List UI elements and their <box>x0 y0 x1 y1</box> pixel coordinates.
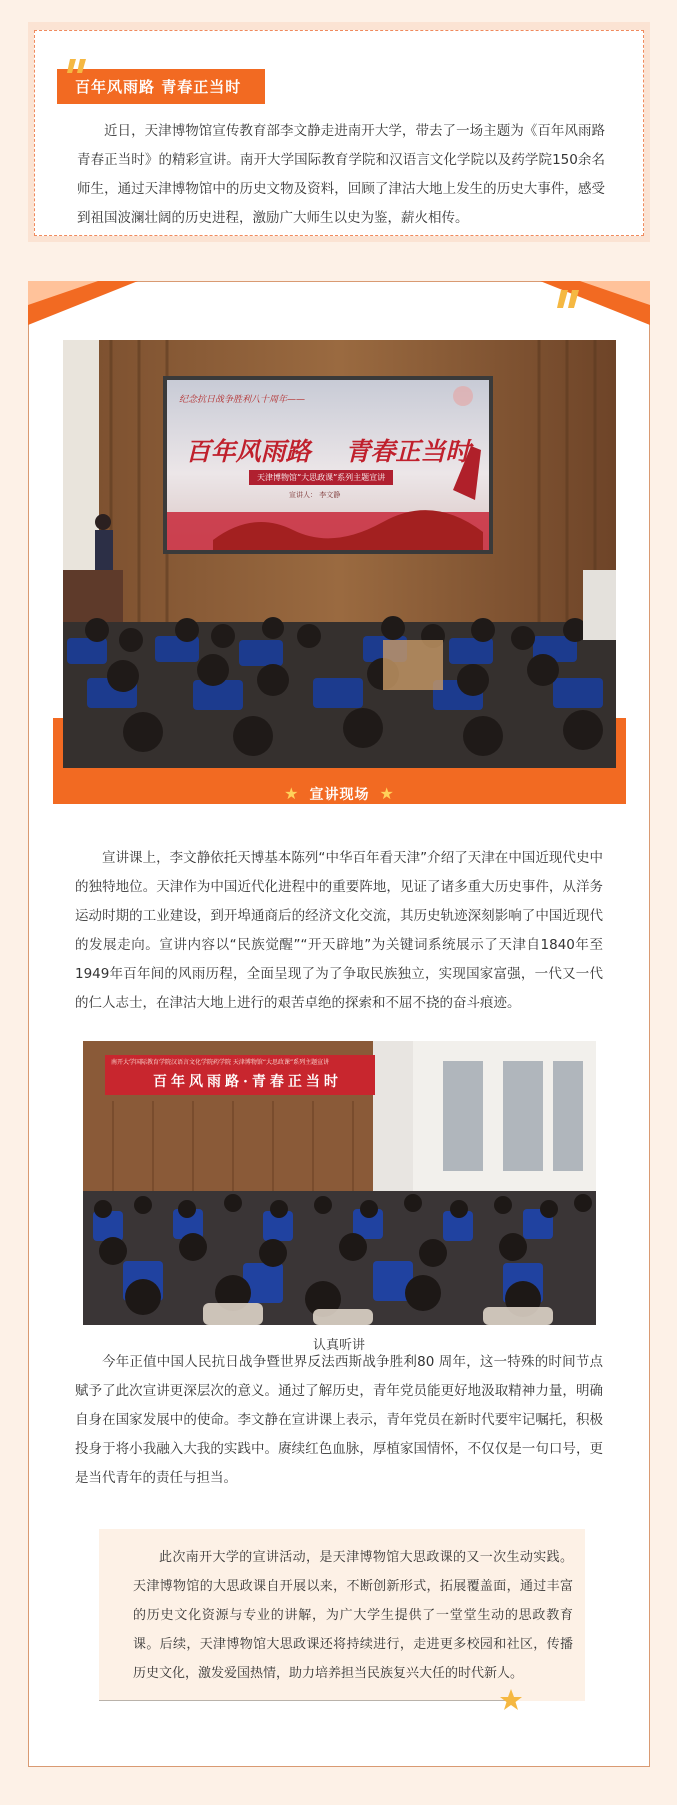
closing-divider <box>99 1700 513 1701</box>
screen-speaker: 宣讲人： 李文静 <box>289 491 341 499</box>
screen-banner: 天津博物馆“大思政课”系列主题宣讲 <box>249 470 393 485</box>
audience-photo <box>83 1041 596 1325</box>
screen-title: 百年风雨路 青春正当时 <box>185 437 471 466</box>
closing-text: 此次南开大学的宣讲活动，是天津博物馆大思政课的又一次生动实践。天津博物馆的大思政课自开展以来，不断创新形式，拓展覆盖面，通过丰富的历史文化资源与专业的讲解，为广大学生提供了一堂堂生动的思政教育课。后续，天津博物馆大思政课还将持续进行，走进更多校园和社区，传播历史文化，激发爱国热情，助力培养担当民族复兴大任的时代新人。 <box>133 1550 573 1681</box>
photo2-caption: 认真听讲 <box>312 1338 365 1353</box>
screen-subtitle: 纪念抗日战争胜利八十周年—— <box>179 395 306 405</box>
intro-title-badge: 百年风雨路 青春正当时 <box>57 69 265 104</box>
audience-banner-small: 南开大学国际教育学院汉语言文化学院药学院 天津博物馆“大思政课”系列主题宣讲 <box>111 1059 330 1066</box>
quote-mark-gold-icon <box>557 290 583 308</box>
corner-ribbon-left-icon <box>28 281 138 325</box>
photo1-caption <box>63 784 616 804</box>
photo1-caption-text: 宣讲现场 <box>309 787 370 803</box>
article-paragraph-1: 宣讲课上，李文静依托天博基本陈列“中华百年看天津”介绍了天津在中国近现代史中的独特地位。天津作为中国近代化进程中的重要阵地，见证了诸多重大历史事件，从洋务运动时期的工业建设，到开埠通商后的经济文化交流，其历史轨迹深刻影响了中国近现代的发展走向。宣讲内容以“民族觉醒”“开天辟地”为关键词系统展示了天津自1840年至1949年百年间的风雨历程，全面呈现了为了争取民族独立，实现国家富强，一代又一代的仁人志士，在津沽大地上进行的艰苦卓绝的探索和不屈不挠的奋斗痕迹。 <box>75 850 603 1011</box>
quote-mark-icon <box>67 59 89 73</box>
main-article-frame <box>28 281 650 1767</box>
lecture-hall-photo <box>63 340 616 768</box>
intro-card-inner <box>34 30 644 236</box>
closing-box <box>99 1529 585 1701</box>
intro-text: 近日，天津博物馆宣传教育部李文静走进南开大学，带去了一场主题为《百年风雨路 青春正当时》的精彩宣讲。南开大学国际教育学院和汉语言文化学院以及药学院150余名师生，通过天津博物馆中的历史文物及资料，回顾了津沽大地上发生的历史大事件，感受到祖国波澜壮阔的历史进程，激励广大师生以史为鉴，薪火相传。 <box>77 123 605 226</box>
article-paragraph-2: 今年正值中国人民抗日战争暨世界反法西斯战争胜利80 周年，这一特殊的时间节点赋予了此次宣讲更深层次的意义。通过了解历史，青年党员能更好地汲取精神力量，明确自身在国家发展中的使命。李文静在宣讲课上表示，青年党员在新时代要牢记嘱托，积极投身于将小我融入大我的实践中。赓续红色血脉，厚植家国情怀，不仅仅是一句口号，更是当代青年的责任与担当。 <box>75 1354 603 1486</box>
star-icon: ★ <box>379 784 395 803</box>
intro-card <box>28 22 650 242</box>
star-icon: ★ <box>284 784 300 803</box>
star-icon <box>499 1688 523 1712</box>
audience-banner-title: 百年风雨路·青春正当时 <box>153 1074 342 1090</box>
lecture-photo-block <box>63 340 616 808</box>
